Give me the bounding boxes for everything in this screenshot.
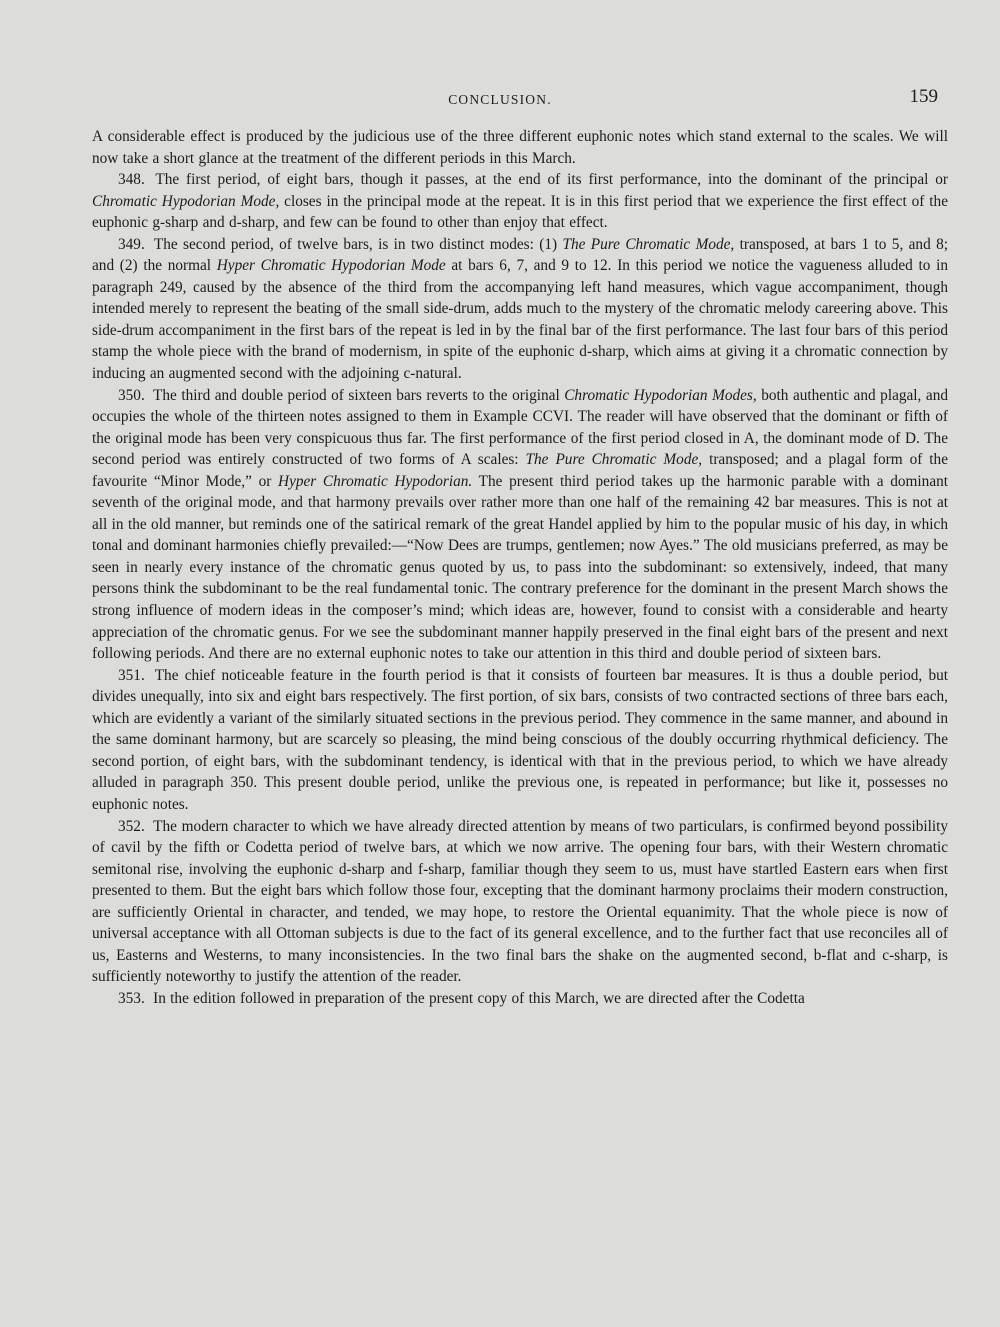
page-number: 159	[909, 86, 938, 107]
paragraph-number: 352.	[118, 817, 145, 835]
paragraph-text: A considerable effect is produced by the judicious use of the three different euphonic notes which stand external to the scales. We will now take a short glance at the treatment of the different periods in this March.	[92, 128, 948, 167]
paragraph-353	[92, 988, 948, 1010]
paragraph-number: 351.	[118, 666, 145, 684]
paragraph-intro	[92, 126, 948, 169]
paragraph-352	[92, 816, 948, 988]
italic-term: Hyper Chromatic Hypodorian.	[278, 472, 473, 490]
running-title: CONCLUSION.	[448, 92, 552, 107]
paragraph-text: both authentic and plagal, and occupies the whole of the thirteen notes assigned to them in Example CCVI. The reader will have observed that the dominant or fifth of the original mode has been very conspicuous thus far. The first performance of the first period closed in A, the dominant mode of D. The second period was entirely constructed of two forms of A scales:	[92, 386, 948, 469]
paragraph-351	[92, 665, 948, 816]
paragraph-349	[92, 234, 948, 385]
paragraph-text: The present third period takes up the harmonic parable with a dominant seventh of the original mode, and that harmony prevails over rather more than one half of the remaining 42 bar measures. This is not at all in the old manner, but reminds one of the satirical remark of the great Handel applied by him to the popular music of his day, in which tonal and dominant harmonies chiefly prevailed:—“Now Dees are trumps, gentlemen; now Ayes.” The old musicians preferred, as may be seen in nearly every instance of the chromatic genus quoted by us, to pass into the subdominant: so extensively, indeed, that many persons think the subdominant to be the real fundamental tonic. The contrary preference for the dominant in the present March shows the strong influence of modern ideas in the composer’s mind; which ideas are, however, found to consist with a considerable and hearty appreciation of the chromatic genus. For we see the subdominant manner happily preserved in the final eight bars of the present and next following periods. And there are no external euphonic notes to take our attention in this third and double period of sixteen bars.	[92, 472, 949, 663]
paragraph-text: transposed, at bars 1 to 5, and 8; and (2) the normal	[92, 235, 948, 275]
paragraph-text: The second period, of twelve bars, is in two distinct modes: (1)	[148, 235, 563, 253]
paragraph-text: The chief noticeable feature in the fourth period is that it consists of fourteen bar measures. It is thus a double period, but divides unequally, into six and eight bars respectively. The first portion, of six bars, consists of two contracted sections of three bars each, which are evidently a variant of the similarly situated sections in the previous period. They commence in the same manner, and abound in the same dominant harmony, but are scarcely so pleasing, the mind being conscious of the doubly occurring rhythmical deficiency. The second portion, of eight bars, with the subdominant tendency, is identical with that in the previous period, to which we have already alluded in paragraph 350. This present double period, unlike the previous one, is repeated in performance; but like it, possesses no euphonic notes.	[92, 666, 948, 813]
paragraph-348	[92, 169, 948, 234]
paragraph-number: 348.	[118, 171, 145, 189]
paragraph-text: The third and double period of sixteen bars reverts to the original	[148, 386, 565, 404]
paragraph-text: at bars 6, 7, and 9 to 12. In this period we notice the vagueness alluded to in paragraph 249, caused by the absence of the third from the accompanying left hand measures, which vague accompaniment, though intended merely to represent the beating of the small side-drum, adds much to the mystery of the chromatic melody careering above. This side-drum accompaniment in the first bars of the repeat is led in by the final bar of the first performance. The last four bars of this period stamp the whole piece with the brand of modernism, in spite of the euphonic d-sharp, which aims at giving it a chromatic connection by inducing an augmented second with the adjoining c-natural.	[92, 257, 948, 383]
paragraph-number: 350.	[118, 386, 145, 404]
paragraph-350	[92, 385, 948, 665]
italic-term: Chromatic Hypodorian Mode,	[92, 192, 280, 210]
running-head	[0, 88, 1000, 112]
paragraph-text: The first period, of eight bars, though it passes, at the end of its first performance, into the dominant of the principal or	[148, 171, 948, 189]
paragraph-text: In the edition followed in preparation of the present copy of this March, we are directed after the Codetta	[148, 989, 805, 1007]
italic-term: Hyper Chromatic Hypodorian Mode	[216, 257, 446, 275]
paragraph-number: 353.	[118, 989, 145, 1007]
paragraph-number: 349.	[118, 235, 145, 253]
paragraph-text: closes in the principal mode at the repeat. It is in this first period that we experience the first effect of the euphonic g-sharp and d-sharp, and few can be found to other than enjoy that effect.	[92, 192, 948, 232]
italic-term: The Pure Chromatic Mode,	[562, 235, 735, 253]
italic-term: Chromatic Hypodorian Modes,	[564, 386, 757, 404]
italic-term: The Pure Chromatic Mode,	[525, 451, 703, 469]
paragraph-text: The modern character to which we have already directed attention by means of two particulars, is confirmed beyond possibility of cavil by the fifth or Codetta period of twelve bars, at which we now arrive. The opening four bars, with their Western chromatic semitonal rise, involving the euphonic d-sharp and f-sharp, familiar though they seem to us, must have startled Eastern ears when first presented to them. But the eight bars which follow those four, excepting that the dominant harmony proclaims their modern construction, are sufficiently Oriental in character, and tended, we may hope, to restore the Oriental equanimity. That the whole piece is now of universal acceptance with all Ottoman subjects is due to the fact of its general excellence, and to the further fact that use reconciles all of us, Easterns and Westerns, to many inconsistencies. In the two final bars the shake on the augmented second, b-flat and c-sharp, is sufficiently noteworthy to justify the attention of the reader.	[92, 817, 948, 986]
body-text	[92, 126, 948, 1009]
paragraph-text: transposed; and a plagal form of the favourite “Minor Mode,” or	[92, 451, 948, 490]
